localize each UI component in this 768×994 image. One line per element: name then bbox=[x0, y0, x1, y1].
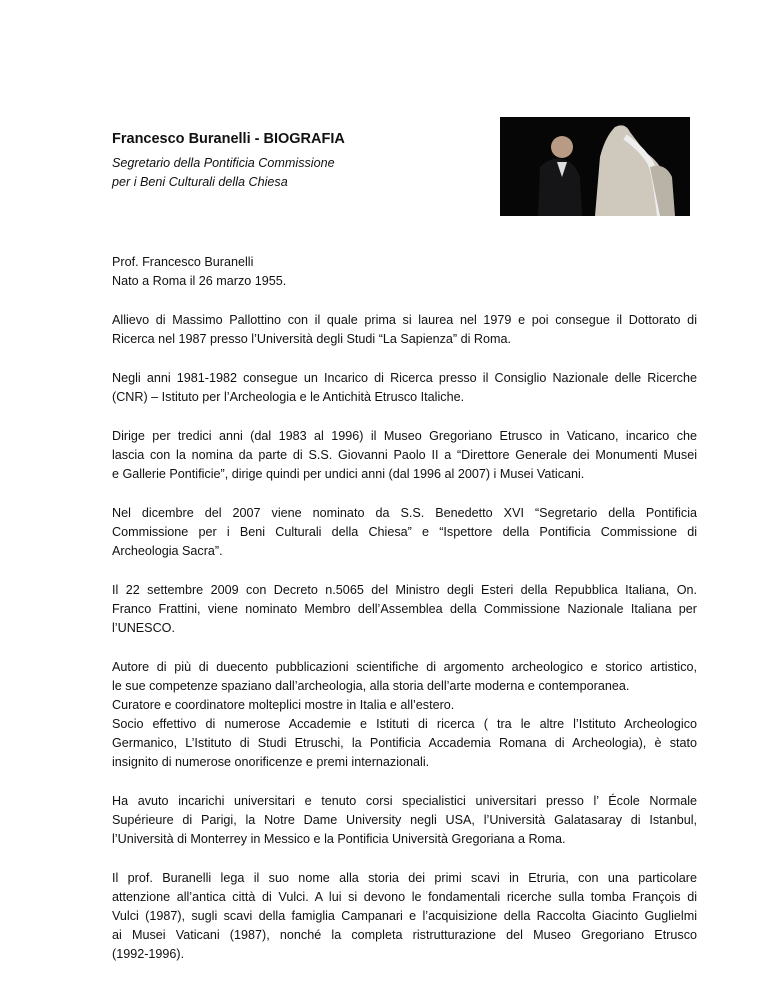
text-line: Curatore e coordinatore molteplici mostre in Italia e all’estero. bbox=[112, 698, 455, 712]
text-line: Dirige per tredici anni (dal 1983 al 1996) il Museo Gregoriano Etrusco in Vaticano, incarico che bbox=[112, 429, 697, 443]
paragraph-secretary bbox=[112, 504, 697, 561]
text-line: insignito di numerose onorificenze e premi internazionali. bbox=[112, 755, 430, 769]
text-line: l’Università di Monterrey in Messico e la Pontificia Università Gregoriana a Roma. bbox=[112, 832, 566, 846]
document-subtitle bbox=[112, 154, 335, 192]
text-line: Germanico, L’Istituto di Studi Etruschi, la Pontificia Accademia Romana di Archeologia), è stato bbox=[112, 736, 697, 750]
text-line: Supérieure di Parigi, la Notre Dame University negli USA, l’Università Galatasaray di Istanbul, bbox=[112, 813, 697, 827]
paragraph-museums bbox=[112, 427, 697, 484]
subtitle-line: per i Beni Culturali della Chiesa bbox=[112, 175, 288, 189]
text-line: Archeologia Sacra”. bbox=[112, 544, 223, 558]
text-line: Il prof. Buranelli lega il suo nome alla storia dei primi scavi in Etruria, con una particolare bbox=[112, 871, 697, 885]
document-title: Francesco Buranelli - BIOGRAFIA bbox=[112, 131, 345, 147]
text-line: Prof. Francesco Buranelli bbox=[112, 255, 254, 269]
text-line: Vulci (1987), sugli scavi della famiglia Campanari e l’acquisizione della Raccolta Giacinto Guglielmi bbox=[112, 909, 697, 923]
text-line: (CNR) – Istituto per l’Archeologia e le Antichità Etrusco Italiche. bbox=[112, 390, 465, 404]
text-line: Il 22 settembre 2009 con Decreto n.5065 del Ministro degli Esteri della Repubblica Italiana, On. bbox=[112, 583, 697, 597]
text-line: Allievo di Massimo Pallottino con il quale prima si laurea nel 1979 e poi consegue il Dottorato di bbox=[112, 313, 697, 327]
text-line: Autore di più di duecento pubblicazioni scientifiche di argomento archeologico e storico artistico, bbox=[112, 660, 697, 674]
text-line: Franco Frattini, viene nominato Membro dell’Assemblea della Commissione Nazionale Italiana per bbox=[112, 602, 697, 616]
paragraph-education bbox=[112, 311, 697, 349]
portrait-photo bbox=[500, 117, 690, 216]
paragraph-unesco bbox=[112, 581, 697, 638]
text-line: Socio effettivo di numerose Accademie e Istituti di ricerca ( tra le altre l’Istituto Archeologico bbox=[112, 717, 697, 731]
text-line: Ricerca nel 1987 presso l’Università degli Studi “La Sapienza” di Roma. bbox=[112, 332, 512, 346]
paragraph-excavations bbox=[112, 869, 697, 964]
paragraph-publications bbox=[112, 658, 697, 772]
text-line: Nato a Roma il 26 marzo 1955. bbox=[112, 274, 287, 288]
text-line: ai Musei Vaticani (1987), nonché la completa ristrutturazione del Museo Gregoriano Etrusco bbox=[112, 928, 697, 942]
paragraph-teaching bbox=[112, 792, 697, 849]
text-line: Nel dicembre del 2007 viene nominato da S.S. Benedetto XVI “Segretario della Pontificia bbox=[112, 506, 697, 520]
text-line: e Gallerie Pontificie”, dirige quindi per undici anni (dal 1996 al 2007) i Musei Vaticani. bbox=[112, 467, 585, 481]
paragraph-cnr bbox=[112, 369, 697, 407]
text-line: Ha avuto incarichi universitari e tenuto corsi specialistici universitari presso l’ École Normale bbox=[112, 794, 697, 808]
text-line: Negli anni 1981-1982 consegue un Incarico di Ricerca presso il Consiglio Nazionale delle Ricerche bbox=[112, 371, 697, 385]
text-line: (1992-1996). bbox=[112, 947, 185, 961]
text-line: attenzione all’antica città di Vulci. A lui si devono le fondamentali ricerche sulla tomba François di bbox=[112, 890, 697, 904]
birth-info bbox=[112, 253, 697, 291]
text-line: lascia con la nomina da parte di S.S. Giovanni Paolo II a “Direttore Generale dei Monumenti Musei bbox=[112, 448, 697, 462]
subtitle-line: Segretario della Pontificia Commissione bbox=[112, 156, 335, 170]
text-line: Commissione per i Beni Culturali della Chiesa” e “Ispettore della Pontificia Commissione di bbox=[112, 525, 697, 539]
text-line: le sue competenze spaziano dall’archeologia, alla storia dell’arte moderna e contemporanea. bbox=[112, 679, 630, 693]
biography-body bbox=[112, 253, 697, 984]
text-line: l’UNESCO. bbox=[112, 621, 175, 635]
